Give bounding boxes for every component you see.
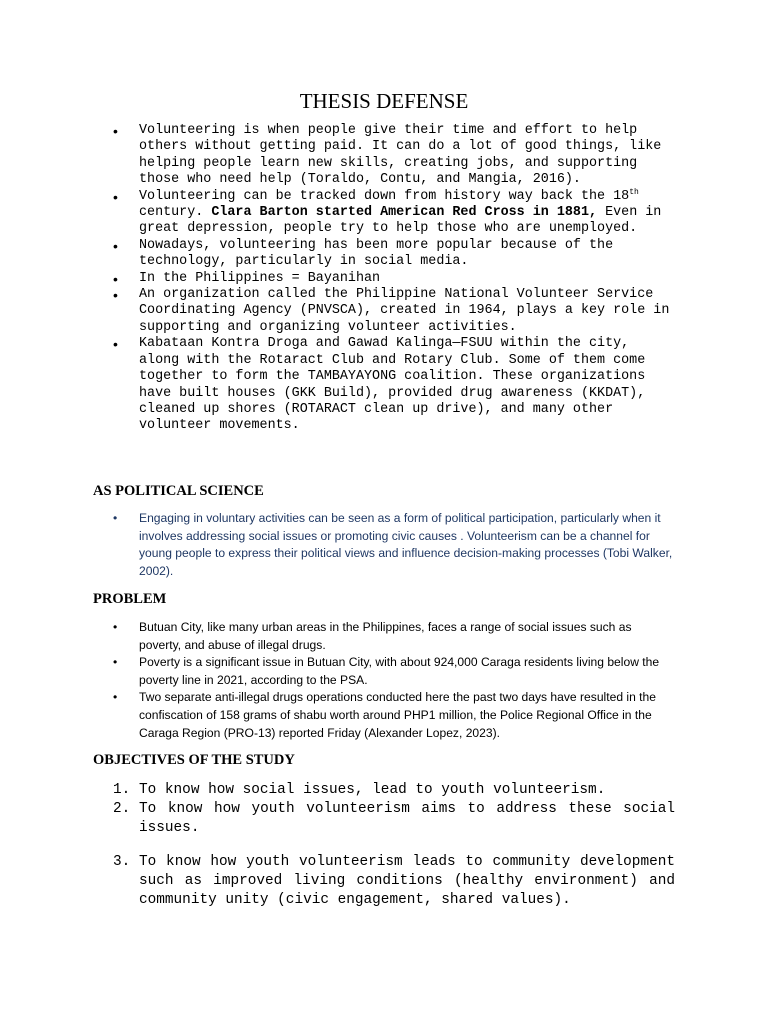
item-number: 3. bbox=[113, 853, 131, 870]
page-title: THESIS DEFENSE bbox=[299, 89, 469, 113]
objectives-list bbox=[113, 781, 675, 910]
superscript: th bbox=[629, 187, 639, 197]
item-number: 1. bbox=[113, 782, 131, 798]
objective-text: To know how youth volunteerism aims to address these social issues. bbox=[139, 801, 675, 837]
list-item bbox=[113, 853, 675, 911]
bullet-text: Volunteering can be tracked down from history way back the 18 bbox=[139, 188, 630, 204]
bullet-text: Even in great depression, people try to help those who are unemployed. bbox=[139, 205, 662, 237]
objective-text: To know how social issues, lead to youth volunteerism. bbox=[139, 782, 606, 798]
item-number: 2. bbox=[113, 801, 131, 818]
political-science-bullet-list bbox=[113, 510, 675, 580]
bullet-text: In the Philippines = Bayanihan bbox=[139, 270, 381, 286]
list-item bbox=[113, 238, 673, 271]
list-item bbox=[113, 619, 675, 654]
objective-text: To know how youth volunteerism leads to community development such as improved living conditions (healthy environment) and community unity (civic engagement, shared values). bbox=[139, 853, 675, 909]
bullet-text: Two separate anti-illegal drugs operations conducted here the past two days have resulted in the confiscation of 158 grams of shabu worth around PHP1 million, the Police Regional Office in the Caraga Region (PRO-13) reported Friday (Alexander Lopez, 2023). bbox=[139, 690, 656, 740]
list-item bbox=[113, 336, 673, 434]
list-item bbox=[113, 781, 675, 800]
list-item bbox=[113, 287, 673, 336]
bullet-text: Volunteering is when people give their time and effort to help others without getting paid. It can do a lot of good things, like helping people learn new skills, creating jobs, and supporting those who need help (Toraldo, Contu, and Mangia, 2016). bbox=[139, 123, 662, 188]
political-science-heading: AS POLITICAL SCIENCE bbox=[93, 483, 264, 499]
bullet-text: An organization called the Philippine National Volunteer Service Coordinating Agency (PNVSCA), created in 1964, plays a key role in supporting and organizing volunteer activities. bbox=[139, 287, 670, 335]
bold-text: Clara Barton started American Red Cross in 1881, bbox=[211, 205, 598, 221]
list-item bbox=[113, 189, 673, 238]
bullet-text: century. bbox=[139, 205, 212, 221]
list-item bbox=[113, 800, 675, 838]
list-item bbox=[113, 123, 673, 189]
problem-bullet-list bbox=[113, 619, 675, 742]
bullet-text: Kabataan Kontra Droga and Gawad Kalinga—FSUU within the city, along with the Rotaract Club and Rotary Club. Some of them come together to form the TAMBAYAYONG coalition. These organizations have built houses (GKK Build), provided drug awareness (KKDAT), cleaned up shores (ROTARACT clean up drive), and many other volunteer movements. bbox=[139, 336, 646, 434]
problem-heading: PROBLEM bbox=[93, 591, 167, 607]
intro-bullet-list bbox=[113, 123, 673, 435]
list-item bbox=[113, 689, 675, 742]
bullet-text: Poverty is a significant issue in Butuan City, with about 924,000 Caraga residents living below the poverty line in 2021, according to the PSA. bbox=[139, 655, 660, 687]
bullet-text: Engaging in voluntary activities can be seen as a form of political participation, particularly when it involves addressing social issues or promoting civic causes . Volunteerism can be a channel for young people to express their political views and influence decision-making processes (Tobi Walker, 2002). bbox=[139, 511, 673, 578]
bullet-text: Butuan City, like many urban areas in the Philippines, faces a range of social issues such as poverty, and abuse of illegal drugs. bbox=[139, 620, 632, 652]
list-item bbox=[113, 654, 675, 689]
list-item bbox=[113, 510, 675, 580]
bullet-text: Nowadays, volunteering has been more popular because of the technology, particularly in social media. bbox=[139, 237, 614, 270]
list-item bbox=[113, 271, 673, 287]
objectives-heading: OBJECTIVES OF THE STUDY bbox=[93, 752, 295, 768]
